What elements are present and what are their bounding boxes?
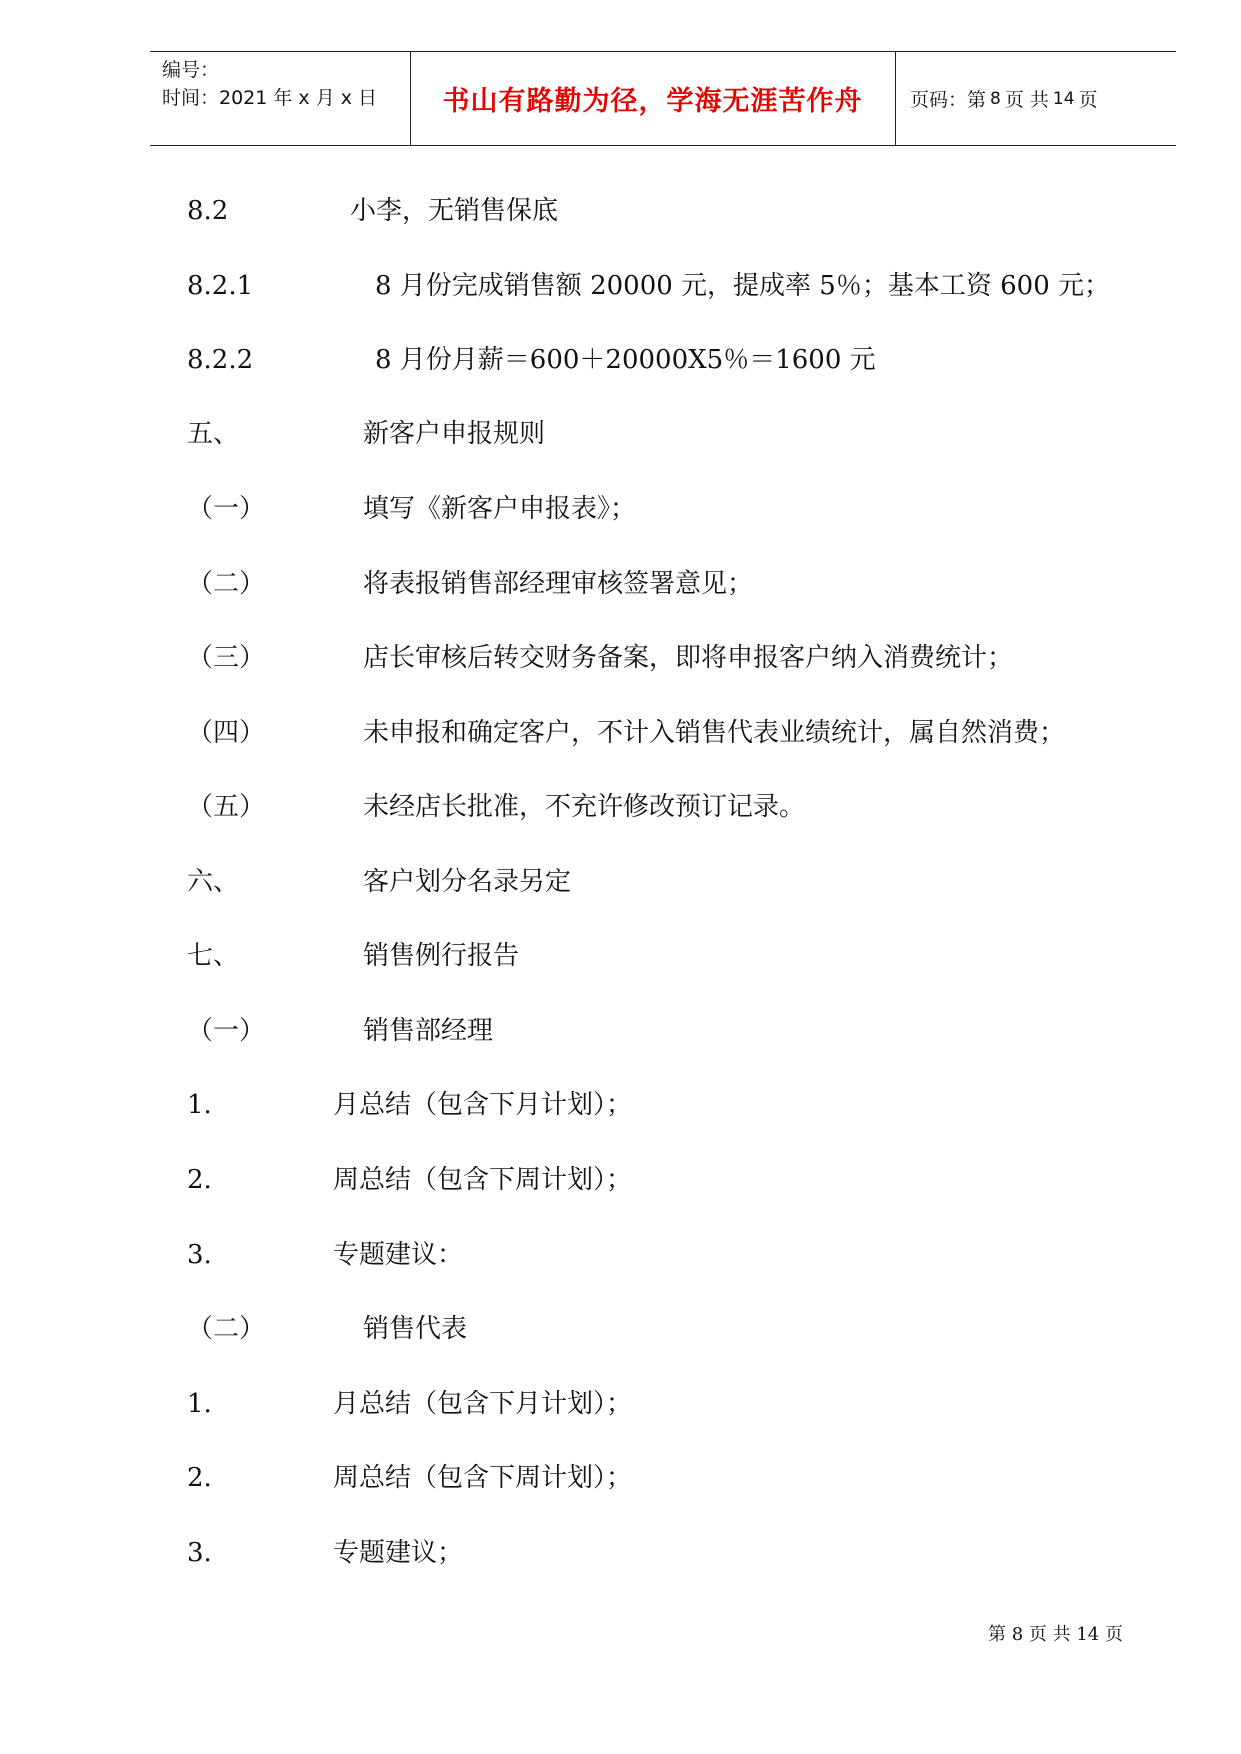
- line-label: 1.: [187, 1389, 212, 1419]
- line-text: 新客户申报规则: [363, 419, 546, 449]
- time-label: 时间：2021 年 x 月 x 日: [162, 87, 378, 109]
- line-label: 3.: [187, 1538, 212, 1568]
- line-label: （四）: [187, 718, 266, 748]
- line-text: 销售例行报告: [363, 941, 520, 971]
- header-page-number: [910, 52, 1170, 145]
- line-label: 七、: [187, 941, 240, 971]
- line-text: 未经店长批准，不充许修改预订记录。: [363, 792, 806, 822]
- serial-label: 编号：: [162, 59, 220, 81]
- line-label: 五、: [187, 419, 240, 449]
- header-motto: 书山有路勤为径，学海无涯苦作舟: [442, 86, 863, 117]
- line-text: 8 月份完成销售额 20000 元，提成率 5％；基本工资 600 元；: [375, 271, 1111, 301]
- line-text: 销售部经理: [363, 1016, 494, 1046]
- line-text: 客户划分名录另定: [363, 867, 572, 897]
- line-label: 六、: [187, 867, 240, 897]
- line-text: 未申报和确定客户，不计入销售代表业绩统计，属自然消费；: [363, 718, 1066, 748]
- line-text: 月总结（包含下月计划）；: [333, 1389, 633, 1419]
- line-label: （二）: [187, 1314, 266, 1344]
- line-label: （一）: [187, 494, 266, 524]
- header-divider: [895, 52, 896, 145]
- line-text: 填写《新客户申报表》；: [363, 494, 637, 524]
- page-header: [150, 51, 1176, 146]
- line-label: 2.: [187, 1165, 212, 1195]
- line-label: 1.: [187, 1090, 212, 1120]
- line-label: （三）: [187, 643, 266, 673]
- line-text: 周总结（包含下周计划）；: [333, 1165, 633, 1195]
- line-label: （二）: [187, 569, 266, 599]
- line-label: （五）: [187, 792, 266, 822]
- page-current: 8: [990, 88, 1001, 109]
- line-label: 8.2.2: [187, 345, 254, 375]
- page-prefix: 页码：第: [910, 89, 987, 111]
- page-suffix: 页: [1078, 89, 1098, 111]
- line-text: 店长审核后转交财务备案，即将申报客户纳入消费统计；: [363, 643, 1014, 673]
- line-label: 2.: [187, 1463, 212, 1493]
- line-text: 专题建议：: [333, 1240, 464, 1270]
- line-text: 专题建议；: [333, 1538, 464, 1568]
- page-footer: 第 8 页 共 14 页: [988, 1624, 1123, 1645]
- page-total: 14: [1052, 88, 1075, 109]
- line-text: 小李，无销售保底: [350, 196, 559, 226]
- line-label: 8.2: [187, 196, 229, 226]
- page-mid: 页 共: [1004, 89, 1049, 111]
- line-text: 销售代表: [363, 1314, 468, 1344]
- line-text: 8 月份月薪＝600＋20000X5％＝1600 元: [375, 345, 876, 375]
- header-meta: [162, 56, 407, 112]
- line-label: 3.: [187, 1240, 212, 1270]
- line-label: （一）: [187, 1016, 266, 1046]
- line-label: 8.2.1: [187, 271, 254, 301]
- line-text: 周总结（包含下周计划）；: [333, 1463, 633, 1493]
- line-text: 将表报销售部经理审核签署意见；: [363, 569, 754, 599]
- line-text: 月总结（包含下月计划）；: [333, 1090, 633, 1120]
